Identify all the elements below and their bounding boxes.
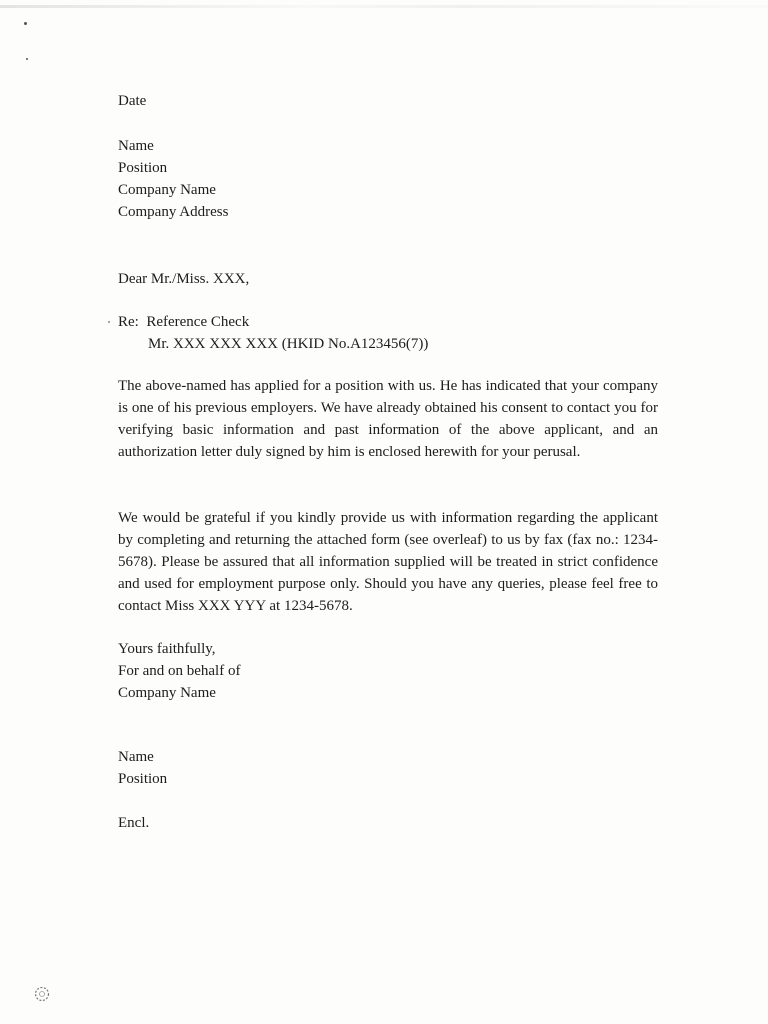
recipient-company-name: Company Name	[118, 182, 216, 198]
scan-speck	[108, 321, 110, 323]
paragraph-two: We would be grateful if you kindly provide us with information regarding the applicant by completing and returning the attached form (see overleaf) to us by fax (fax no.: 1234-5678). Please be assured that all information supplied will be treated in strict confidence and used for employment purpose only. Should you have any queries, please feel free to contact Miss XXX YYY at 1234-5678.	[118, 510, 658, 614]
subject-line	[118, 311, 658, 333]
signature-block	[118, 746, 658, 790]
scan-edge-shadow	[0, 5, 768, 8]
recipient-company-address: Company Address	[118, 204, 229, 220]
letter-date: Date	[118, 93, 147, 109]
scan-speck	[24, 22, 27, 25]
re-subject: Reference Check	[146, 314, 250, 330]
scan-speck	[26, 58, 28, 60]
signatory-position: Position	[118, 771, 168, 787]
re-label: Re:	[118, 314, 139, 330]
salutation: Dear Mr./Miss. XXX,	[118, 271, 250, 287]
recipient-name: Name	[118, 138, 154, 154]
date-block	[118, 90, 658, 112]
recipient-address-block	[118, 135, 658, 223]
salutation-block	[118, 268, 658, 290]
subject-block	[118, 311, 658, 355]
signatory-name: Name	[118, 749, 154, 765]
closing-line-1: Yours faithfully,	[118, 641, 216, 657]
closing-line-2: For and on behalf of	[118, 663, 241, 679]
enclosure-block	[118, 812, 658, 834]
re-person: Mr. XXX XXX XXX (HKID No.A123456(7))	[148, 336, 429, 352]
closing-line-3: Company Name	[118, 685, 216, 701]
punch-hole-mark-icon	[32, 984, 52, 1004]
enclosure-note: Encl.	[118, 815, 150, 831]
paragraph-one: The above-named has applied for a position with us. He has indicated that your company is one of his previous employers. We have already obtained his consent to contact you for verifying basic information and past information of the above applicant, and an authorization letter duly signed by him is enclosed herewith for your perusal.	[118, 378, 658, 460]
recipient-position: Position	[118, 160, 168, 176]
closing-block	[118, 638, 658, 704]
